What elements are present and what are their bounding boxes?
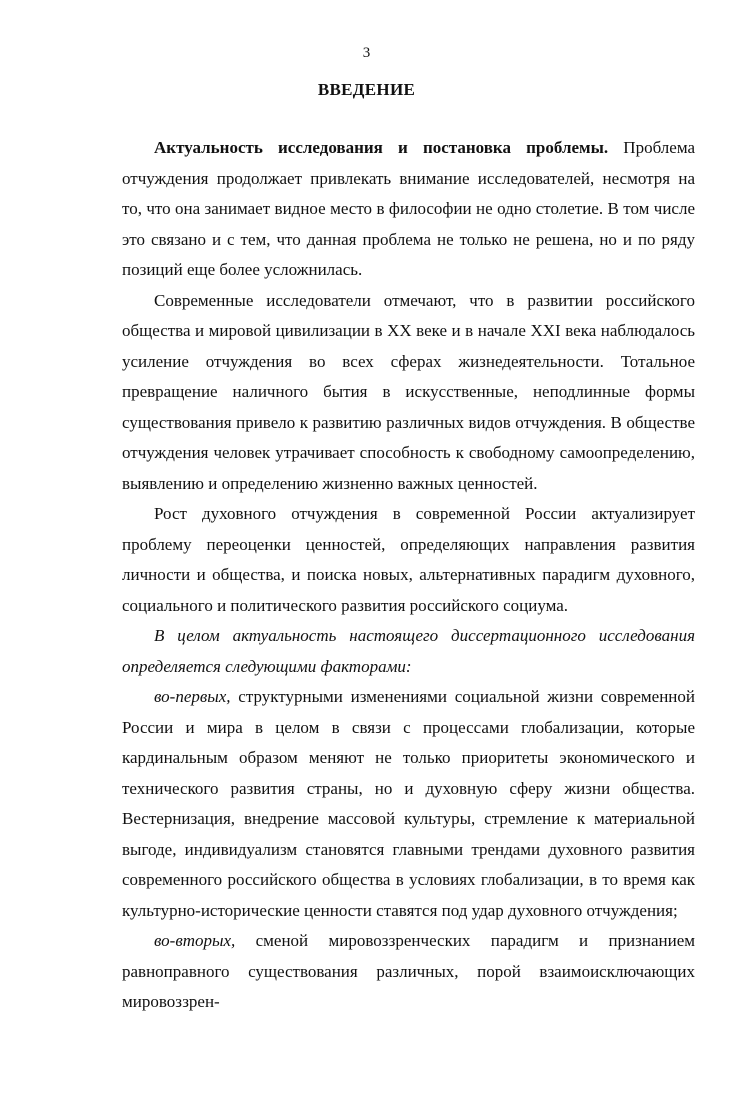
paragraph-lead-bold: Актуальность исследования и постановка проблемы. <box>154 138 609 157</box>
paragraph-first-factor <box>122 682 695 926</box>
paragraph-text: структурными изменениями социальной жизни современной России и мира в целом в связи с процессами глобализации, которые кардинальным образом меняют не только приоритеты экономического и технического развития страны, но и духовную сферу жизни общества. Вестернизация, внедрение массовой культуры, стремление к материальной выгоде, индивидуализм становятся главными трендами духовного развития современного российского общества в условиях глобализации, в то время как культурно-исторические ценности ставятся под удар духовного отчуждения; <box>122 687 695 920</box>
paragraph-lead-italic: во-первых, <box>154 687 231 706</box>
paragraph-relevance <box>122 133 695 286</box>
paragraph-lead-italic: во-вторых, <box>154 931 236 950</box>
paragraph-italic: В целом актуальность настоящего диссертационного исследования определяется следующими факторами: <box>122 626 695 676</box>
paragraph-growth <box>122 499 695 621</box>
paragraph-text: Современные исследователи отмечают, что в развитии российского общества и мировой цивилизации в XX веке и в начале XXI века наблюдалось усиление отчуждения во всех сферах жизнедеятельности. Тотальное превращение наличного бытия в искусственные, неподлинные формы существования привело к развитию различных видов отчуждения. В обществе отчуждения человек утрачивает способность к свободному самоопределению, выявлению и определению жизненно важных ценностей. <box>122 290 695 493</box>
paragraph-text: сменой мировоззренческих парадигм и признанием равноправного существования различных, порой взаимоисключающих мировоззрен- <box>122 931 695 1011</box>
page-number: 3 <box>362 45 371 61</box>
section-heading: ВВЕДЕНИЕ <box>317 80 416 99</box>
paragraph-text: Проблема отчуждения продолжает привлекать внимание исследователей, несмотря на то, что она занимает видное место в философии не одно столетие. В том числе это связано и с тем, что данная проблема не только не решена, но и по ряду позиций еще более усложнилась. <box>122 138 696 279</box>
paragraph-second-factor <box>122 926 695 1018</box>
paragraph-factors-intro <box>122 621 695 682</box>
paragraph-text: Рост духовного отчуждения в современной России актуализирует проблему переоценки ценностей, определяющих направления развития личности и общества, и поиска новых, альтернативных парадигм духовного, социального и политического развития российского социума. <box>122 504 695 615</box>
body-text <box>122 133 695 1018</box>
paragraph-researchers <box>122 286 695 500</box>
